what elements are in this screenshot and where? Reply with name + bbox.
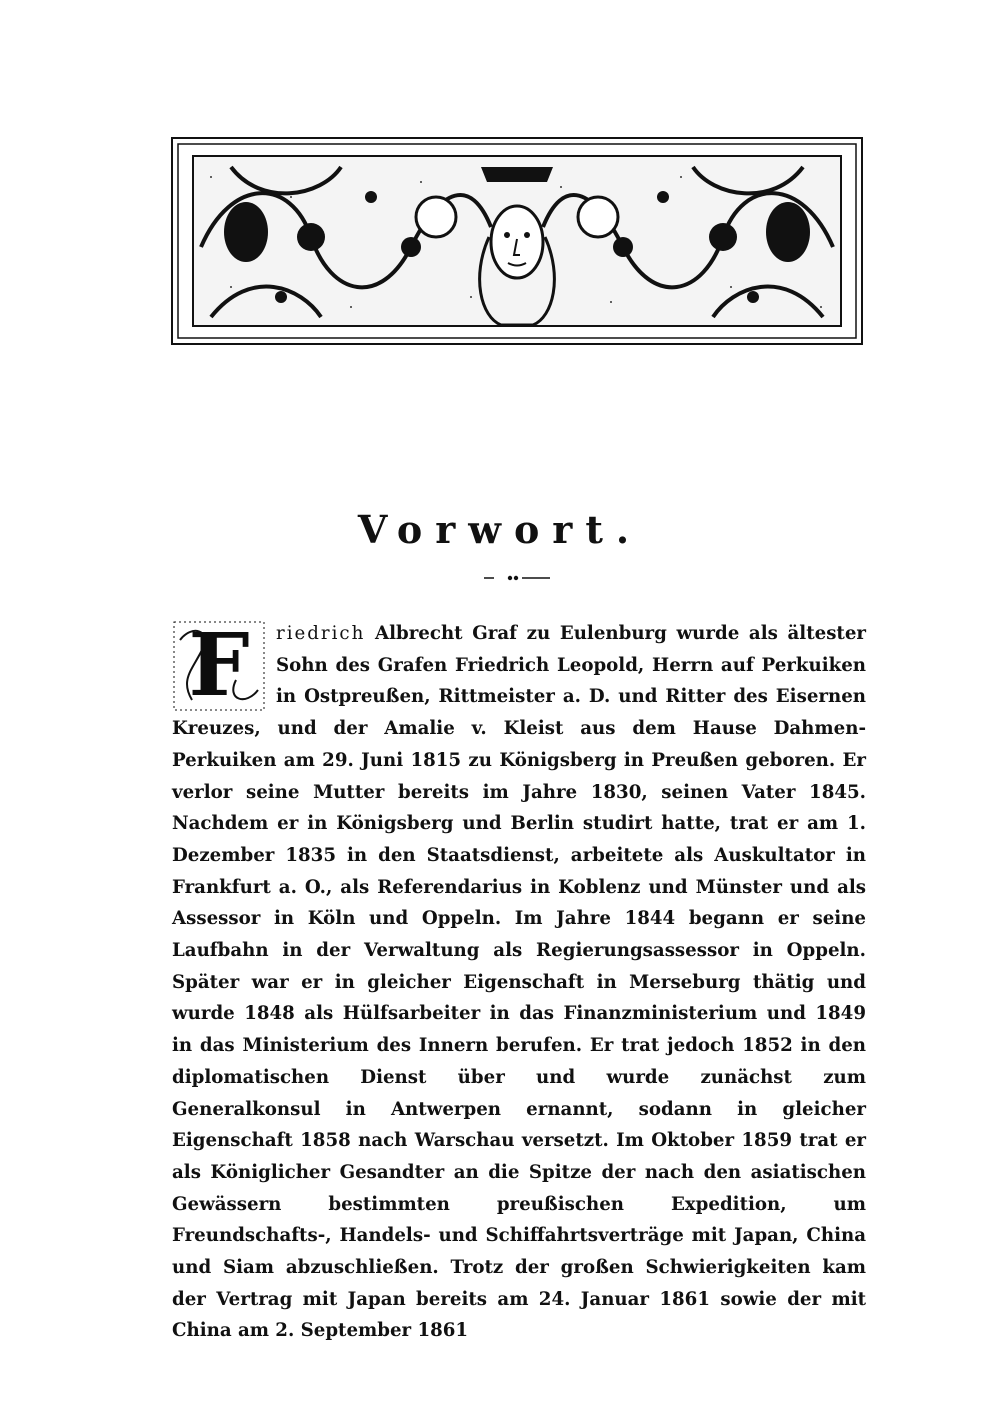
drop-cap-letter: F: [188, 615, 250, 716]
ornamental-headpiece-icon: [171, 137, 863, 345]
paragraph-text: [172, 615, 866, 1347]
body-paragraph: [172, 615, 866, 1347]
page-title: Vorwort.: [357, 507, 643, 552]
first-line-lead: riedrich: [276, 623, 366, 644]
ornament-rule-icon: [470, 568, 560, 578]
paragraph-body: Albrecht Graf zu Eulenburg wurde als ältester Sohn des Grafen Friedrich Leopold, Herrn auf Perkuiken in Ostpreußen, Rittmeister a. D. und Ritter des Eisernen Kreuzes, und der Amalie v. Kleist aus dem Hause Dahmen-Perkuiken am 29. Juni 1815 zu Königsberg in Preußen geboren. Er verlor seine Mutter bereits im Jahre 1830, seinen Vater 1845. Nachdem er in Königsberg und Berlin studirt hatte, trat er am 1. Dezember 1835 in den Staatsdienst, arbeitete als Auskultator in Frankfurt a. O., als Referendarius in Koblenz und Münster und als Assessor in Köln und Oppeln. Im Jahre 1844 begann er seine Laufbahn in der Verwaltung als Regierungsassessor in Oppeln. Später war er in gleicher Eigenschaft in Merseburg thätig und wurde 1848 als Hülfsarbeiter in das Finanzministerium und 1849 in das Ministerium des Innern berufen. Er trat jedoch 1852 in den diplomatischen Dienst über und wurde zunächst zum Generalkonsul in Antwerpen ernannt, sodann in gleicher Eigenschaft 1858 nach Warschau versetzt. Im Oktober 1859 trat er als Königlicher Gesandter an die Spitze der nach den asiatischen Gewässern bestimmten preußischen Expedition, um Freundschafts-, Handels- und Schiffahrtsverträge mit Japan, China und Siam abzuschließen. Trotz der großen Schwierigkeiten kam der Vertrag mit Japan bereits am 24. Januar 1861 sowie der mit China am 2. September 1861: [172, 623, 866, 1342]
decorated-initial-icon: [172, 615, 266, 716]
